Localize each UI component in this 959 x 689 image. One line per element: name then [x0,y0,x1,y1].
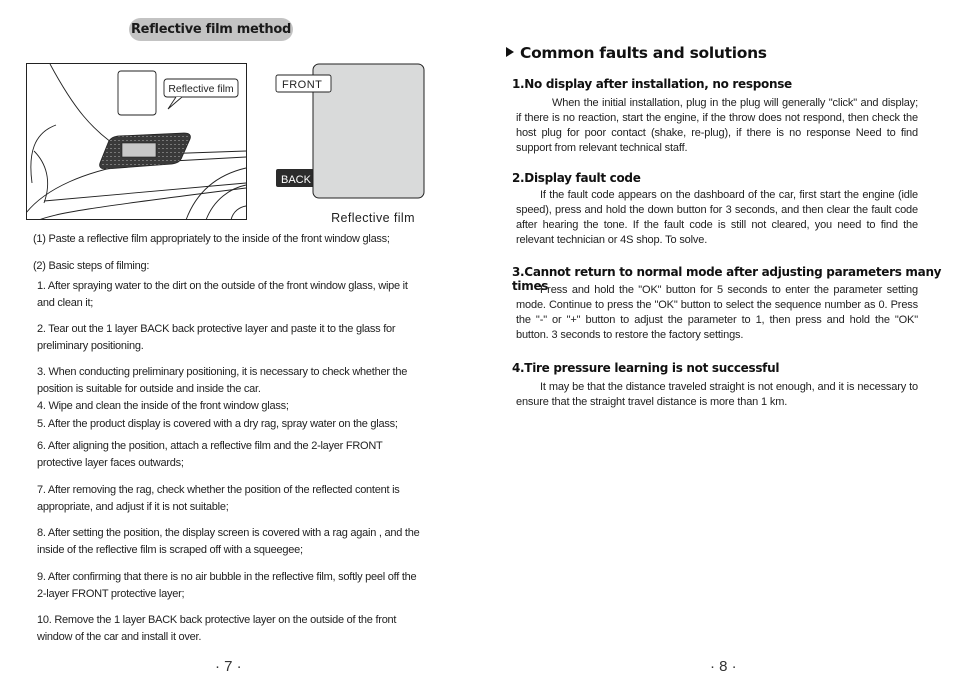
step-item: 9. After confirming that there is no air bubble in the reflective film, softly peel off the 2-layer FRONT protective layer; [37,571,417,600]
film-on-glass [118,71,156,115]
page-number: · 7 · [215,658,242,675]
fault-heading: 3.Cannot return to normal mode after adjusting parameters many times [512,265,942,293]
step-item: 3. When conducting preliminary positioning, it is necessary to check whether the position is suitable for outside and inside the car. [37,366,408,395]
intro-paragraph-2: (2) Basic steps of filming: [33,260,150,272]
step-item: 10. Remove the 1 layer BACK back protective layer on the outside of the front window of the car and install it over. [37,614,397,643]
fault-body: When the initial installation, plug in the plug will generally "click" and display; if there is no reaction, start the engine, if the throw does not respond, then check the host plug for poor contact (shake, re-plug), if there is no response Need to find support from relevant technical staff. [516,97,918,154]
step-item: 4. Wipe and clean the inside of the front window glass; [37,400,289,412]
step-item: 6. After aligning the position, attach a reflective film and the 2-layer FRONT protective layer faces outwards; [37,440,383,469]
back-tag-label: BACK [281,174,311,186]
callout-label: Reflective film [168,83,234,95]
page-number: · 8 · [710,658,737,675]
step-item: 5. After the product display is covered with a dry rag, spray water on the glass; [37,418,398,430]
faults-title-text: Common faults and solutions [520,44,767,62]
front-tag-label: FRONT [282,79,323,91]
step-item: 1. After spraying water to the dirt on the outside of the front window glass, wipe it and clean it; [37,280,408,309]
step-item: 8. After setting the position, the display screen is covered with a rag again , and the inside of the reflective film is scraped off with a squeegee; [37,527,420,556]
film-caption: Reflective film [331,211,415,225]
hud-screen [122,143,156,157]
fault-heading: 1.No display after installation, no response [512,77,792,91]
fault-body: Press and hold the "OK" button for 5 seconds to enter the parameter setting mode. Continue to press the "OK" button to select the sequence number as 0. Press the "-" or "+" button to adjust the parameter to 1, then press and hold the "OK" button. 3 seconds to restore the factory settings. [516,284,918,341]
section-title-pill: Reflective film method [129,18,293,41]
fault-body: If the fault code appears on the dashboard of the car, first start the engine (idle speed), press and hold the down button for 3 seconds, and then clear the fault code after hearing the tone. If the fault code is still not cleared, you need to find the relevant technician or 4S shop. To solve. [516,189,918,246]
page-7 [0,0,470,689]
fault-heading: 4.Tire pressure learning is not successful [512,361,780,375]
fault-body: It may be that the distance traveled straight is not enough, and it is necessary to ensure that the straight travel distance is more than 1 km. [516,381,918,408]
fault-heading: 2.Display fault code [512,171,641,185]
step-item: 2. Tear out the 1 layer BACK back protective layer and paste it to the glass for preliminary positioning. [37,323,396,352]
step-item: 7. After removing the rag, check whether the position of the reflected content is appropriate, and adjust if it is not suitable; [37,484,400,513]
reflective-film-illustration [275,63,430,228]
triangle-right-icon [506,47,514,57]
dashboard-illustration [26,63,247,220]
faults-section-title [506,44,767,62]
intro-paragraph-1: (1) Paste a reflective film appropriately to the inside of the front window glass; [33,233,390,245]
